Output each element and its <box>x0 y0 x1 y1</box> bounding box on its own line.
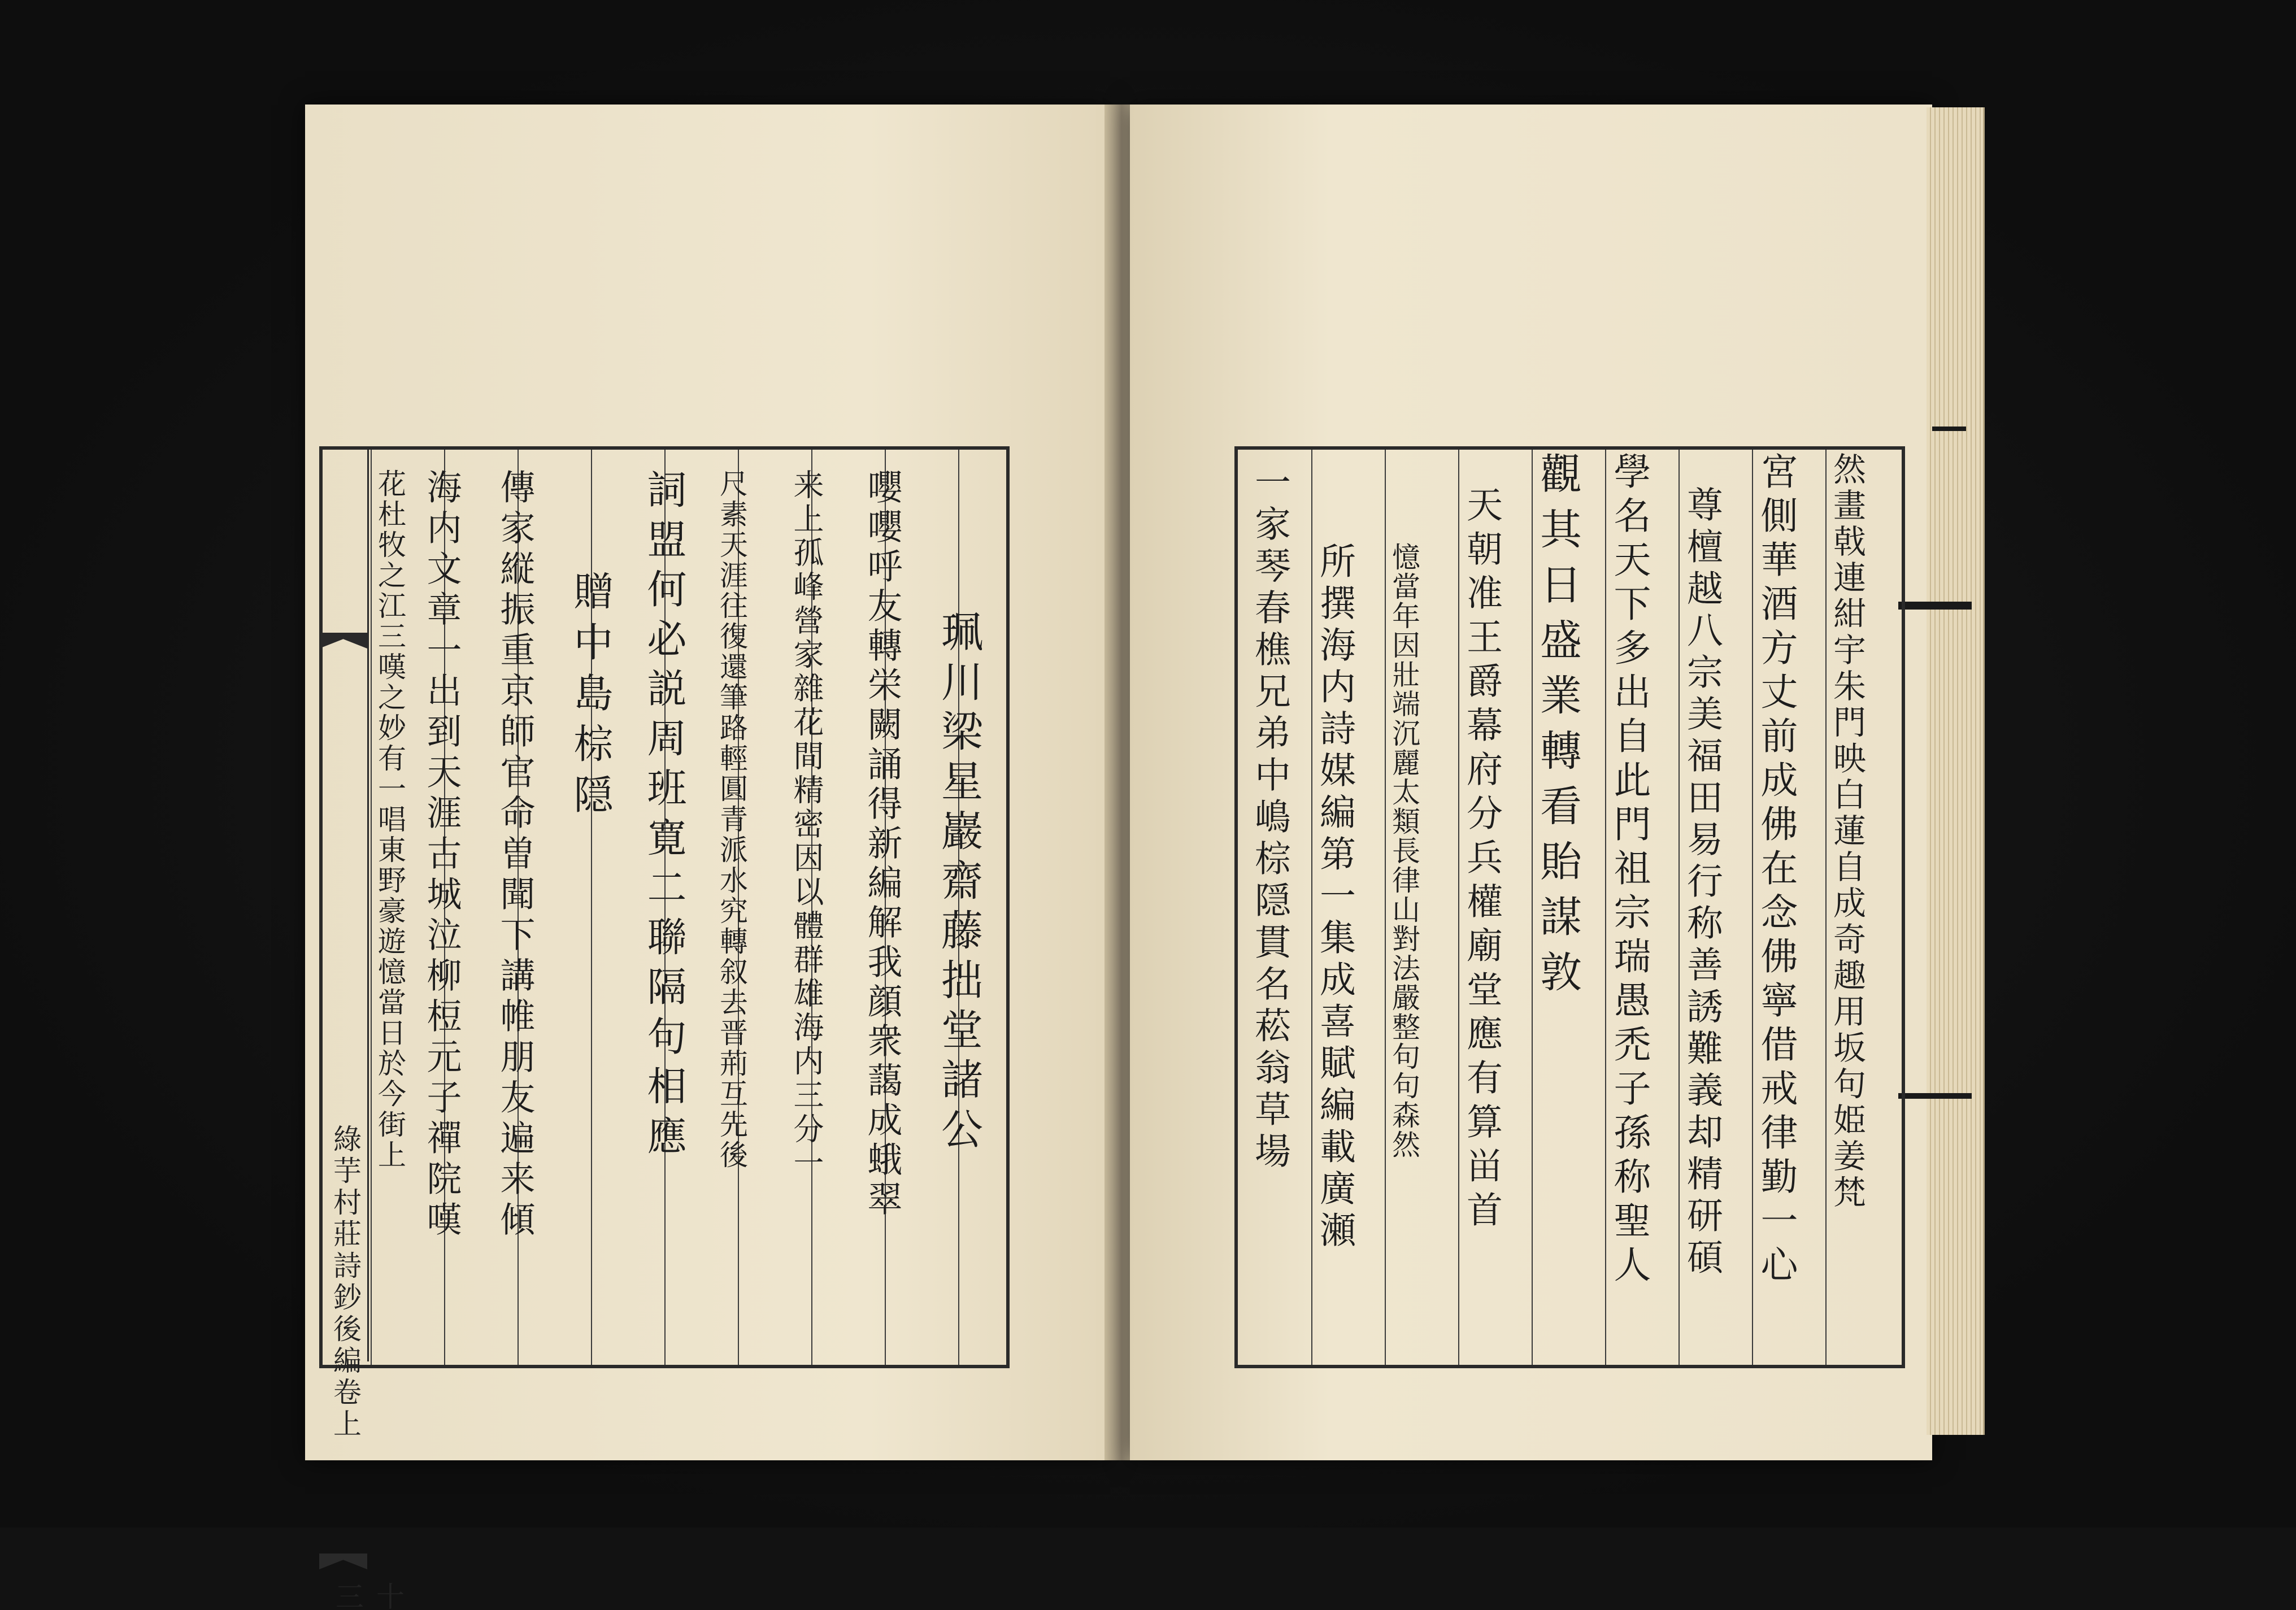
text-column: 所撰海内詩媒編第一集成喜賦編載廣瀬 <box>1314 542 1355 1253</box>
page-number: 十三 <box>331 1582 405 1610</box>
text-column: 詞盟何必説周班寛二聯隔句相應 <box>641 469 687 1165</box>
fishtail-mark <box>319 1554 367 1569</box>
text-column: 尺素天涯往復還筆路輕圓青派水究轉叙去晋荊互先後 <box>715 469 748 1170</box>
text-column: 傳家縦振重京師官命曽聞下講帷朋友遍来傾 <box>494 469 536 1242</box>
text-column: 花杜牧之江三嘆之妙有一唱東野豪遊憶當日於今街上 <box>373 469 406 1170</box>
running-title: 綠芋村莊詩鈔後編卷上 <box>329 1124 362 1441</box>
tab-marker <box>1932 427 1966 431</box>
text-column: 宮側華酒方丈前成佛在念佛寧借戒律勤一心 <box>1754 452 1798 1289</box>
text-column: 天朝准王爵幕府分兵權廟堂應有算畄首 <box>1460 486 1502 1235</box>
text-column: 尊檀越八宗美福田易行称善誘難義却精研碩 <box>1681 486 1723 1280</box>
poem-heading: 贈中島棕隠 <box>567 571 614 825</box>
text-column: 海内文章一出到天涯古城泣柳梪元子禪院嘆 <box>421 469 462 1242</box>
text-column: 嚶嚶呼友轉栄闕誦得新編解我顔衆藹成蛾翠 <box>862 469 903 1220</box>
text-column: 憶當年因壯端沉麗太類長律山對法嚴整句句森然 <box>1388 542 1420 1159</box>
tab-marker <box>1898 602 1972 610</box>
tab-marker <box>1898 1093 1972 1099</box>
text-column: 一家琴春樵兄弟中嶋棕隠貫名菘翁草場 <box>1249 463 1290 1174</box>
text-column: 珮川梁星巖齋藤拙堂諸公 <box>934 610 983 1157</box>
fishtail-mark <box>319 633 367 649</box>
text-column: 然畫戟連紺宇朱門映白蓮自成奇趣用坂句姫姜梵 <box>1828 452 1866 1211</box>
page-edges <box>1927 107 1985 1435</box>
text-column: 觀其日盛業轉看貽謀敦 <box>1533 452 1582 1006</box>
text-column: 學名天下多出自此門祖宗瑞愚禿子孫称聖人 <box>1607 452 1651 1289</box>
text-column: 来上孤峰營家雜花間精密因以體群雄海内三分一 <box>789 469 824 1181</box>
